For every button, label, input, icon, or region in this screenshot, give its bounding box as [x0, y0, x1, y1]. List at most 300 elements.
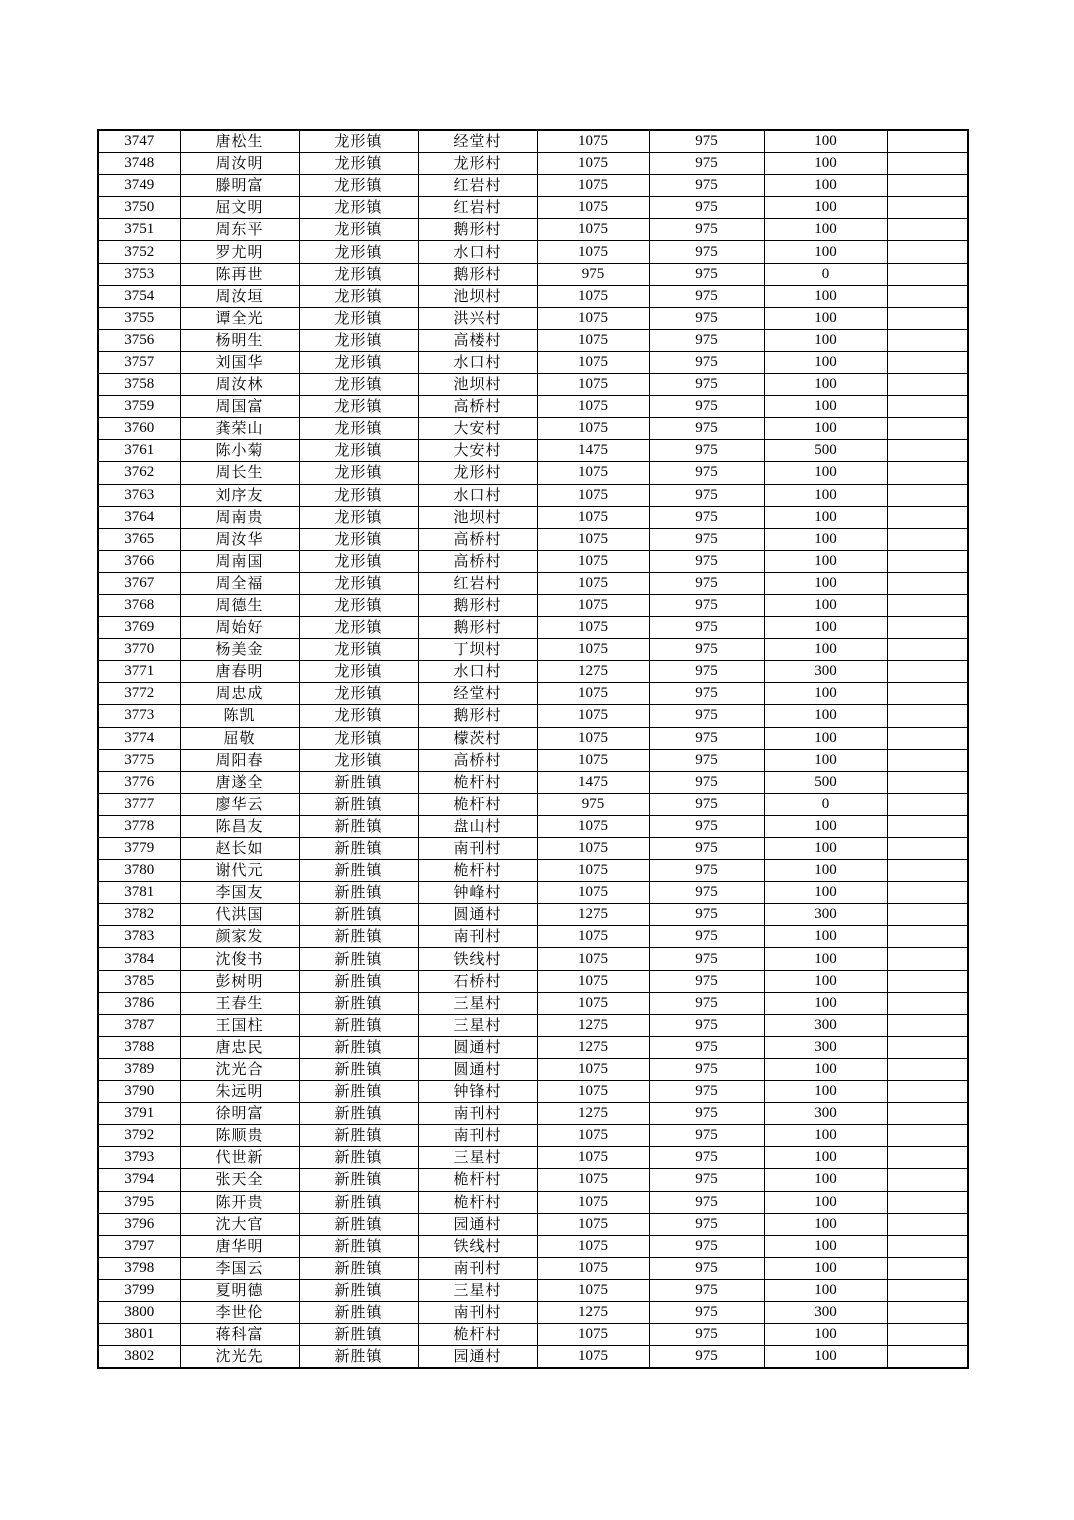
table-row	[98, 484, 968, 506]
name-cell: 陈再世	[180, 263, 299, 285]
amount-difference-cell: 100	[764, 396, 887, 418]
village-cell: 池坝村	[418, 506, 537, 528]
table-row	[98, 175, 968, 197]
name-cell: 沈俊书	[180, 948, 299, 970]
village-cell: 经堂村	[418, 683, 537, 705]
amount-difference-cell: 500	[764, 440, 887, 462]
amount-base-cell: 975	[649, 838, 764, 860]
table-row	[98, 1125, 968, 1147]
remarks-cell	[887, 374, 968, 396]
amount-total-cell: 1075	[537, 550, 649, 572]
village-cell: 水口村	[418, 351, 537, 373]
town-cell: 新胜镇	[299, 1169, 418, 1191]
village-cell: 龙形村	[418, 462, 537, 484]
amount-difference-cell: 100	[764, 484, 887, 506]
name-cell: 周汝林	[180, 374, 299, 396]
amount-difference-cell: 100	[764, 882, 887, 904]
amount-base-cell: 975	[649, 241, 764, 263]
amount-difference-cell: 300	[764, 661, 887, 683]
amount-difference-cell: 100	[764, 639, 887, 661]
serial-number-cell: 3757	[98, 351, 180, 373]
amount-total-cell: 1075	[537, 1147, 649, 1169]
remarks-cell	[887, 661, 968, 683]
serial-number-cell: 3754	[98, 285, 180, 307]
village-cell: 钟锋村	[418, 1081, 537, 1103]
amount-difference-cell: 100	[764, 153, 887, 175]
amount-total-cell: 1075	[537, 1081, 649, 1103]
village-cell: 高桥村	[418, 528, 537, 550]
name-cell: 周国富	[180, 396, 299, 418]
amount-base-cell: 975	[649, 528, 764, 550]
village-cell: 圆通村	[418, 1036, 537, 1058]
amount-base-cell: 975	[649, 1279, 764, 1301]
table-row	[98, 1103, 968, 1125]
name-cell: 屈文明	[180, 197, 299, 219]
remarks-cell	[887, 926, 968, 948]
amount-total-cell: 1075	[537, 838, 649, 860]
town-cell: 龙形镇	[299, 749, 418, 771]
town-cell: 新胜镇	[299, 1036, 418, 1058]
name-cell: 沈光先	[180, 1346, 299, 1369]
village-cell: 钟峰村	[418, 882, 537, 904]
name-cell: 杨明生	[180, 329, 299, 351]
name-cell: 沈大官	[180, 1213, 299, 1235]
amount-total-cell: 1075	[537, 639, 649, 661]
amount-base-cell: 975	[649, 263, 764, 285]
town-cell: 龙形镇	[299, 241, 418, 263]
table-row	[98, 153, 968, 175]
remarks-cell	[887, 727, 968, 749]
amount-difference-cell: 100	[764, 374, 887, 396]
remarks-cell	[887, 197, 968, 219]
table-row	[98, 285, 968, 307]
amount-total-cell: 1275	[537, 1301, 649, 1323]
amount-base-cell: 975	[649, 462, 764, 484]
village-cell: 南刊村	[418, 1257, 537, 1279]
subsidy-table	[97, 129, 969, 1369]
serial-number-cell: 3763	[98, 484, 180, 506]
amount-total-cell: 1075	[537, 197, 649, 219]
name-cell: 陈开贵	[180, 1191, 299, 1213]
amount-difference-cell: 100	[764, 351, 887, 373]
amount-difference-cell: 100	[764, 130, 887, 153]
name-cell: 赵长如	[180, 838, 299, 860]
document-sheet	[97, 129, 967, 1369]
remarks-cell	[887, 307, 968, 329]
table-row	[98, 130, 968, 153]
remarks-cell	[887, 1058, 968, 1080]
table-row	[98, 1301, 968, 1323]
serial-number-cell: 3747	[98, 130, 180, 153]
remarks-cell	[887, 329, 968, 351]
remarks-cell	[887, 705, 968, 727]
serial-number-cell: 3755	[98, 307, 180, 329]
remarks-cell	[887, 572, 968, 594]
name-cell: 廖华云	[180, 793, 299, 815]
amount-base-cell: 975	[649, 550, 764, 572]
table-row	[98, 1147, 968, 1169]
village-cell: 桅杆村	[418, 1169, 537, 1191]
table-row	[98, 1213, 968, 1235]
serial-number-cell: 3777	[98, 793, 180, 815]
town-cell: 新胜镇	[299, 838, 418, 860]
amount-base-cell: 975	[649, 572, 764, 594]
town-cell: 龙形镇	[299, 351, 418, 373]
serial-number-cell: 3764	[98, 506, 180, 528]
serial-number-cell: 3797	[98, 1235, 180, 1257]
remarks-cell	[887, 860, 968, 882]
table-row	[98, 1058, 968, 1080]
town-cell: 新胜镇	[299, 904, 418, 926]
amount-base-cell: 975	[649, 860, 764, 882]
village-cell: 南刊村	[418, 926, 537, 948]
amount-total-cell: 1075	[537, 351, 649, 373]
amount-difference-cell: 100	[764, 1257, 887, 1279]
remarks-cell	[887, 1213, 968, 1235]
village-cell: 南刊村	[418, 1301, 537, 1323]
amount-base-cell: 975	[649, 506, 764, 528]
amount-total-cell: 1275	[537, 1103, 649, 1125]
amount-difference-cell: 100	[764, 749, 887, 771]
town-cell: 新胜镇	[299, 771, 418, 793]
village-cell: 丁坝村	[418, 639, 537, 661]
amount-total-cell: 1075	[537, 1257, 649, 1279]
town-cell: 龙形镇	[299, 440, 418, 462]
town-cell: 新胜镇	[299, 1257, 418, 1279]
town-cell: 龙形镇	[299, 462, 418, 484]
table-row	[98, 1191, 968, 1213]
name-cell: 徐明富	[180, 1103, 299, 1125]
remarks-cell	[887, 462, 968, 484]
amount-base-cell: 975	[649, 285, 764, 307]
serial-number-cell: 3751	[98, 219, 180, 241]
amount-total-cell: 1075	[537, 1213, 649, 1235]
name-cell: 周东平	[180, 219, 299, 241]
name-cell: 罗尤明	[180, 241, 299, 263]
serial-number-cell: 3774	[98, 727, 180, 749]
amount-base-cell: 975	[649, 992, 764, 1014]
amount-base-cell: 975	[649, 153, 764, 175]
table-row	[98, 926, 968, 948]
amount-difference-cell: 100	[764, 1346, 887, 1369]
town-cell: 龙形镇	[299, 175, 418, 197]
remarks-cell	[887, 1081, 968, 1103]
amount-base-cell: 975	[649, 970, 764, 992]
amount-difference-cell: 100	[764, 970, 887, 992]
amount-base-cell: 975	[649, 175, 764, 197]
amount-total-cell: 1075	[537, 396, 649, 418]
village-cell: 桅杆村	[418, 1191, 537, 1213]
village-cell: 三星村	[418, 1147, 537, 1169]
amount-base-cell: 975	[649, 1213, 764, 1235]
serial-number-cell: 3787	[98, 1014, 180, 1036]
name-cell: 陈昌友	[180, 815, 299, 837]
amount-base-cell: 975	[649, 683, 764, 705]
amount-difference-cell: 300	[764, 1103, 887, 1125]
serial-number-cell: 3778	[98, 815, 180, 837]
village-cell: 水口村	[418, 484, 537, 506]
table-row	[98, 749, 968, 771]
remarks-cell	[887, 263, 968, 285]
serial-number-cell: 3791	[98, 1103, 180, 1125]
village-cell: 檬茨村	[418, 727, 537, 749]
amount-difference-cell: 100	[764, 307, 887, 329]
village-cell: 铁线村	[418, 1235, 537, 1257]
town-cell: 龙形镇	[299, 617, 418, 639]
name-cell: 唐忠民	[180, 1036, 299, 1058]
amount-total-cell: 1075	[537, 815, 649, 837]
town-cell: 新胜镇	[299, 1346, 418, 1369]
remarks-cell	[887, 528, 968, 550]
town-cell: 新胜镇	[299, 992, 418, 1014]
remarks-cell	[887, 396, 968, 418]
village-cell: 鹅形村	[418, 263, 537, 285]
amount-total-cell: 1075	[537, 528, 649, 550]
town-cell: 新胜镇	[299, 1014, 418, 1036]
amount-base-cell: 975	[649, 219, 764, 241]
serial-number-cell: 3779	[98, 838, 180, 860]
amount-difference-cell: 0	[764, 793, 887, 815]
amount-total-cell: 1075	[537, 1235, 649, 1257]
table-row	[98, 329, 968, 351]
town-cell: 新胜镇	[299, 1279, 418, 1301]
amount-total-cell: 1075	[537, 484, 649, 506]
remarks-cell	[887, 749, 968, 771]
amount-difference-cell: 100	[764, 705, 887, 727]
amount-total-cell: 1075	[537, 329, 649, 351]
amount-base-cell: 975	[649, 882, 764, 904]
amount-base-cell: 975	[649, 351, 764, 373]
name-cell: 周忠成	[180, 683, 299, 705]
amount-total-cell: 1075	[537, 705, 649, 727]
amount-base-cell: 975	[649, 661, 764, 683]
serial-number-cell: 3752	[98, 241, 180, 263]
remarks-cell	[887, 970, 968, 992]
serial-number-cell: 3761	[98, 440, 180, 462]
amount-total-cell: 975	[537, 263, 649, 285]
amount-difference-cell: 100	[764, 1058, 887, 1080]
table-row	[98, 1169, 968, 1191]
serial-number-cell: 3785	[98, 970, 180, 992]
table-row	[98, 396, 968, 418]
amount-difference-cell: 500	[764, 771, 887, 793]
amount-total-cell: 1075	[537, 285, 649, 307]
table-row	[98, 506, 968, 528]
serial-number-cell: 3788	[98, 1036, 180, 1058]
amount-base-cell: 975	[649, 815, 764, 837]
amount-base-cell: 975	[649, 727, 764, 749]
table-row	[98, 838, 968, 860]
table-row	[98, 1279, 968, 1301]
amount-total-cell: 1075	[537, 1346, 649, 1369]
town-cell: 新胜镇	[299, 926, 418, 948]
village-cell: 鹅形村	[418, 219, 537, 241]
table-row	[98, 440, 968, 462]
amount-total-cell: 1075	[537, 970, 649, 992]
amount-difference-cell: 100	[764, 815, 887, 837]
village-cell: 鹅形村	[418, 594, 537, 616]
village-cell: 桅杆村	[418, 1324, 537, 1346]
amount-difference-cell: 300	[764, 1014, 887, 1036]
amount-base-cell: 975	[649, 639, 764, 661]
amount-total-cell: 1075	[537, 219, 649, 241]
amount-difference-cell: 100	[764, 197, 887, 219]
serial-number-cell: 3760	[98, 418, 180, 440]
amount-difference-cell: 100	[764, 572, 887, 594]
serial-number-cell: 3795	[98, 1191, 180, 1213]
amount-total-cell: 1075	[537, 153, 649, 175]
town-cell: 新胜镇	[299, 882, 418, 904]
name-cell: 谭全光	[180, 307, 299, 329]
amount-total-cell: 1075	[537, 926, 649, 948]
amount-base-cell: 975	[649, 904, 764, 926]
town-cell: 龙形镇	[299, 661, 418, 683]
town-cell: 新胜镇	[299, 970, 418, 992]
amount-total-cell: 1075	[537, 307, 649, 329]
village-cell: 水口村	[418, 241, 537, 263]
name-cell: 朱远明	[180, 1081, 299, 1103]
town-cell: 新胜镇	[299, 1081, 418, 1103]
village-cell: 大安村	[418, 440, 537, 462]
remarks-cell	[887, 351, 968, 373]
remarks-cell	[887, 1169, 968, 1191]
name-cell: 杨美金	[180, 639, 299, 661]
town-cell: 龙形镇	[299, 683, 418, 705]
amount-difference-cell: 300	[764, 1036, 887, 1058]
amount-base-cell: 975	[649, 948, 764, 970]
amount-base-cell: 975	[649, 1014, 764, 1036]
name-cell: 李国云	[180, 1257, 299, 1279]
amount-difference-cell: 100	[764, 992, 887, 1014]
amount-base-cell: 975	[649, 1301, 764, 1323]
town-cell: 新胜镇	[299, 1125, 418, 1147]
serial-number-cell: 3765	[98, 528, 180, 550]
amount-total-cell: 1075	[537, 241, 649, 263]
serial-number-cell: 3792	[98, 1125, 180, 1147]
amount-difference-cell: 100	[764, 1191, 887, 1213]
name-cell: 李国友	[180, 882, 299, 904]
amount-base-cell: 975	[649, 926, 764, 948]
table-body	[98, 130, 968, 1368]
village-cell: 经堂村	[418, 130, 537, 153]
name-cell: 周南贵	[180, 506, 299, 528]
table-row	[98, 992, 968, 1014]
serial-number-cell: 3793	[98, 1147, 180, 1169]
amount-total-cell: 1075	[537, 1279, 649, 1301]
name-cell: 周汝明	[180, 153, 299, 175]
amount-base-cell: 975	[649, 1169, 764, 1191]
village-cell: 石桥村	[418, 970, 537, 992]
serial-number-cell: 3771	[98, 661, 180, 683]
name-cell: 刘序友	[180, 484, 299, 506]
amount-total-cell: 1075	[537, 617, 649, 639]
town-cell: 新胜镇	[299, 948, 418, 970]
serial-number-cell: 3758	[98, 374, 180, 396]
village-cell: 红岩村	[418, 197, 537, 219]
amount-difference-cell: 100	[764, 550, 887, 572]
amount-total-cell: 1075	[537, 992, 649, 1014]
remarks-cell	[887, 418, 968, 440]
town-cell: 龙形镇	[299, 396, 418, 418]
town-cell: 龙形镇	[299, 197, 418, 219]
name-cell: 颜家发	[180, 926, 299, 948]
amount-total-cell: 1075	[537, 594, 649, 616]
table-row	[98, 572, 968, 594]
town-cell: 新胜镇	[299, 1191, 418, 1213]
amount-difference-cell: 100	[764, 241, 887, 263]
village-cell: 红岩村	[418, 175, 537, 197]
name-cell: 唐春明	[180, 661, 299, 683]
amount-base-cell: 975	[649, 749, 764, 771]
amount-total-cell: 1075	[537, 683, 649, 705]
amount-difference-cell: 100	[764, 1081, 887, 1103]
village-cell: 圆通村	[418, 1058, 537, 1080]
village-cell: 池坝村	[418, 374, 537, 396]
town-cell: 新胜镇	[299, 815, 418, 837]
serial-number-cell: 3786	[98, 992, 180, 1014]
town-cell: 龙形镇	[299, 219, 418, 241]
table-row	[98, 970, 968, 992]
amount-base-cell: 975	[649, 1346, 764, 1369]
table-row	[98, 1346, 968, 1369]
serial-number-cell: 3773	[98, 705, 180, 727]
town-cell: 龙形镇	[299, 506, 418, 528]
amount-difference-cell: 100	[764, 926, 887, 948]
name-cell: 周南国	[180, 550, 299, 572]
serial-number-cell: 3800	[98, 1301, 180, 1323]
amount-difference-cell: 100	[764, 175, 887, 197]
amount-base-cell: 975	[649, 396, 764, 418]
village-cell: 桅杆村	[418, 860, 537, 882]
name-cell: 唐华明	[180, 1235, 299, 1257]
remarks-cell	[887, 1014, 968, 1036]
remarks-cell	[887, 617, 968, 639]
village-cell: 红岩村	[418, 572, 537, 594]
amount-base-cell: 975	[649, 1191, 764, 1213]
amount-difference-cell: 100	[764, 462, 887, 484]
remarks-cell	[887, 175, 968, 197]
amount-total-cell: 1275	[537, 1036, 649, 1058]
village-cell: 桅杆村	[418, 771, 537, 793]
village-cell: 桅杆村	[418, 793, 537, 815]
serial-number-cell: 3776	[98, 771, 180, 793]
remarks-cell	[887, 1191, 968, 1213]
name-cell: 刘国华	[180, 351, 299, 373]
remarks-cell	[887, 1125, 968, 1147]
town-cell: 龙形镇	[299, 329, 418, 351]
table-row	[98, 1036, 968, 1058]
village-cell: 洪兴村	[418, 307, 537, 329]
remarks-cell	[887, 793, 968, 815]
amount-difference-cell: 0	[764, 263, 887, 285]
name-cell: 周长生	[180, 462, 299, 484]
name-cell: 周全福	[180, 572, 299, 594]
remarks-cell	[887, 771, 968, 793]
village-cell: 铁线村	[418, 948, 537, 970]
village-cell: 高桥村	[418, 396, 537, 418]
amount-base-cell: 975	[649, 1081, 764, 1103]
village-cell: 圆通村	[418, 904, 537, 926]
village-cell: 水口村	[418, 661, 537, 683]
town-cell: 新胜镇	[299, 1324, 418, 1346]
amount-difference-cell: 100	[764, 219, 887, 241]
remarks-cell	[887, 1346, 968, 1369]
name-cell: 唐松生	[180, 130, 299, 153]
name-cell: 彭树明	[180, 970, 299, 992]
remarks-cell	[887, 550, 968, 572]
serial-number-cell: 3767	[98, 572, 180, 594]
town-cell: 龙形镇	[299, 285, 418, 307]
